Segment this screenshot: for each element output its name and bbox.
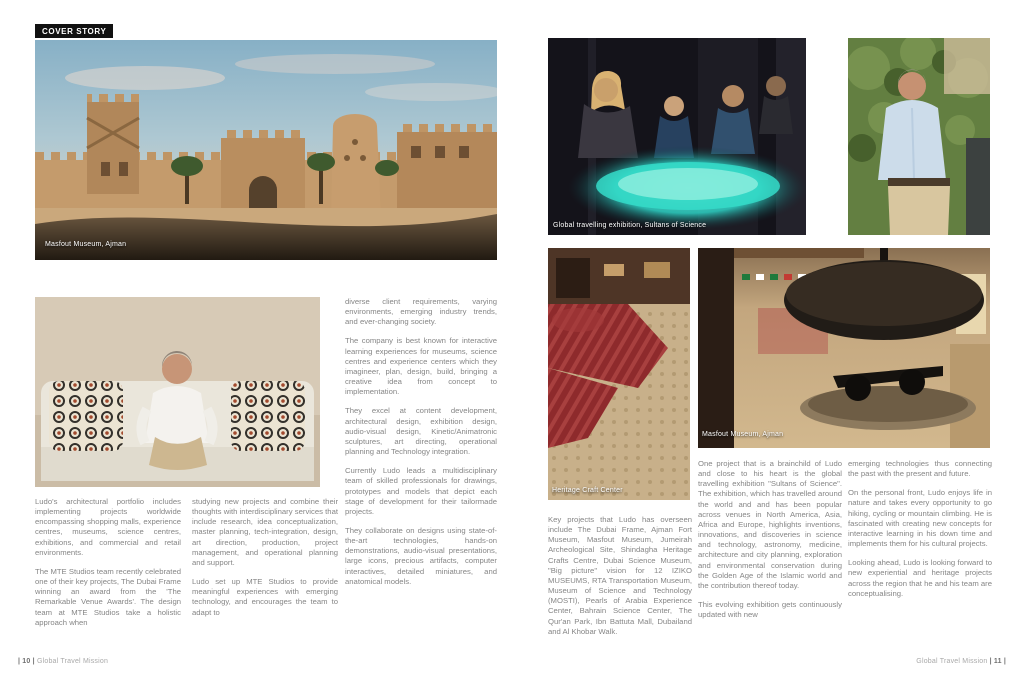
body-paragraph: They excel at content development, architectural design, exhibition design, audio-visual design, Kinetic/Animatronic sculptures, art directing, operational planning and Technology integration.: [345, 406, 497, 457]
body-paragraph: One project that is a brainchild of Ludo and close to his heart is the global travelling exhibition "Sultans of Science". The exhibition, which has travelled around the world and and has been popular across venues in North America, Asia, Africa and Europe, highlights inventions, innovations, and discoveries in science and technology, astronomy, medicine, architecture and city planning, exploration and environmental conservation during the Golden Age of the Islamic world and the contribution thereof today.: [698, 459, 842, 590]
body-paragraph: diverse client requirements, varying environments, emerging industry trends, and ever-changing society.: [345, 297, 497, 327]
right-column-2: [698, 459, 842, 629]
magazine-title: Global Travel Mission: [916, 658, 988, 665]
photo-caption: Masfout Museum, Ajman: [45, 241, 127, 248]
cover-story-tag: COVER STORY: [35, 24, 113, 38]
portrait-illustration: [848, 38, 990, 235]
sultans-exhibition-photo: [548, 38, 806, 235]
body-paragraph: Looking ahead, Ludo is looking forward to new experiential and heritage projects across the region that he and his team are conceptualising.: [848, 558, 993, 598]
body-paragraph: Ludo set up MTE Studios to provide meaningful experiences with emerging technology, and encourages the team to adapt to: [192, 577, 338, 617]
masfout-exterior-photo: [35, 40, 497, 260]
majlis-illustration: [548, 248, 690, 500]
photo-caption: Global travelling exhibition, Sultans of Science: [553, 222, 707, 229]
heritage-craft-photo: [548, 248, 690, 500]
body-paragraph: Ludo's architectural portfolio includes implementing projects worldwide encompassing shopping malls, experience centres, museums, science centres, exhibitions, and commercial and retail environments.: [35, 497, 181, 557]
museum-illustration: [698, 248, 990, 448]
ludo-portrait-photo: [848, 38, 990, 235]
couch-illustration: [35, 297, 320, 487]
body-paragraph: They collaborate on designs using state-of-the-art technologies, hands-on demonstrations, audio-visual presentations, large icons, precious artifacts, computer interactives, detailed miniatures, and anatomical models.: [345, 525, 497, 586]
body-paragraph: emerging technologies thus connecting the past with the present and future.: [848, 459, 992, 479]
body-paragraph: The MTE Studios team recently celebrated one of their key projects, The Dubai Frame winning an award from the 'The Remarkable Venue Awards'. The design team at MTE Studios take a holistic approach when: [35, 566, 181, 627]
page-number: | 10 |: [18, 658, 35, 665]
body-paragraph: studying new projects and combine their thoughts with interdisciplinary services that include research, idea conceptualization, master planning, tech-integration, design, art direction, production, project management, and operational planning and support.: [192, 497, 338, 567]
photo-caption: Masfout Museum, Ajman: [702, 431, 784, 438]
left-column-1: [35, 497, 181, 637]
left-column-3: [345, 297, 497, 596]
magazine-title: Global Travel Mission: [36, 658, 109, 665]
exhibit-illustration: [548, 38, 806, 235]
fort-illustration: [35, 40, 497, 260]
right-column-1: [548, 515, 692, 646]
photo-caption: Heritage Craft Center: [552, 487, 623, 494]
ludo-couch-photo: [35, 297, 320, 487]
masfout-interior-photo: [698, 248, 990, 448]
left-column-2: [192, 497, 338, 627]
body-paragraph: Currently Ludo leads a multidisciplinary team of skilled professionals for drawings, prototypes and models that depict each stage of development for their tailormade projects.: [345, 466, 497, 516]
footer-right: [916, 658, 1006, 665]
body-paragraph: The company is best known for interactive learning experiences for museums, science centres and experience centers which they imagineer, plan, design, build, bringing a creative idea from concept to implementation.: [345, 336, 497, 397]
body-paragraph: On the personal front, Ludo enjoys life in nature and takes every opportunity to go hiking, cycling or mountain climbing. He is fascinated with creating new concepts for interactive learning in his down time and implements them for his cultural projects.: [848, 488, 992, 549]
body-paragraph: Key projects that Ludo has overseen include The Dubai Frame, Ajman Fort Museum, Masfout Museum, Jumeirah Archeological Site, Shindagha Heritage Crafts Centre, Dubai Science Museum, "Big picture" vision for 12 IZIKO MUSEUMS, RTA Transportation Museum, Museum of Science and Technology (MOSTI), Pearls of Arabia Experience Center, Bahrain Science Center, The Qur'an Park, Ibn Battuta Mall, Dubailand and Al Khobar Walk.: [548, 515, 692, 636]
right-column-3: [848, 459, 992, 608]
footer-left: [18, 658, 108, 665]
page-number: | 11 |: [989, 658, 1006, 665]
body-paragraph: This evolving exhibition gets continuously updated with new: [698, 600, 842, 620]
